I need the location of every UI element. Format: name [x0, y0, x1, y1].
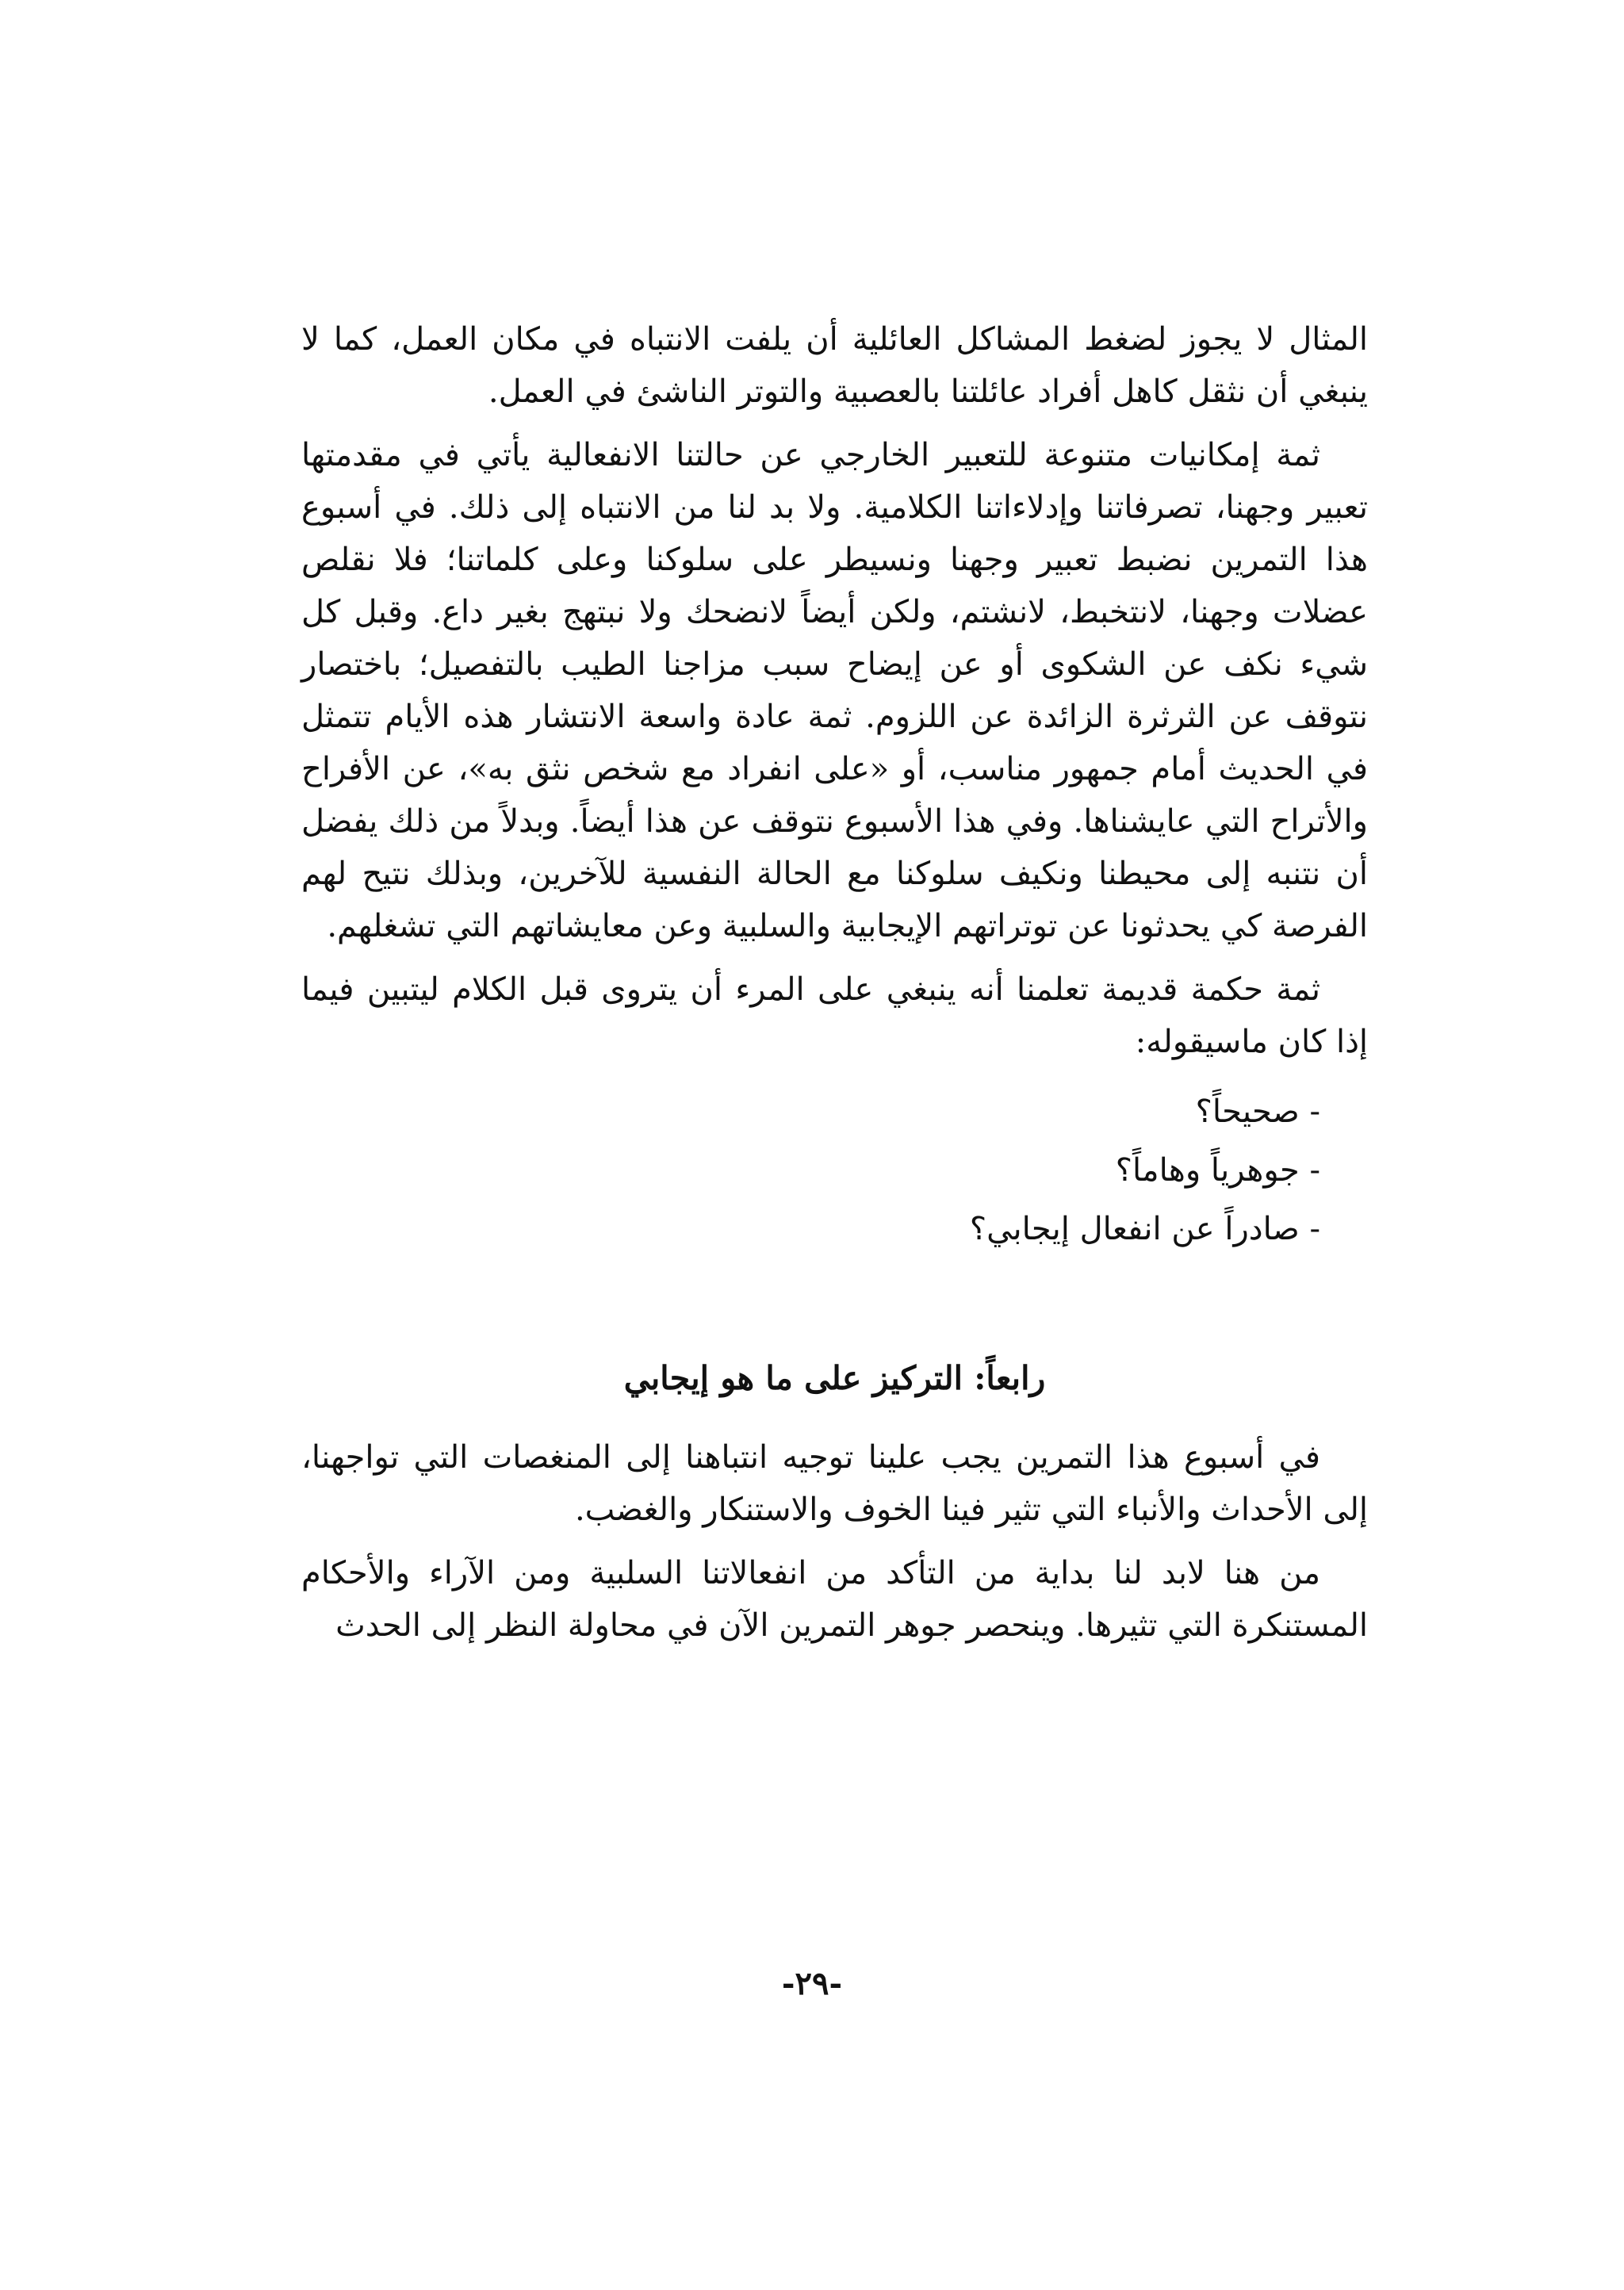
paragraph-expression: ثمة إمكانيات متنوعة للتعبير الخارجي عن حالتنا الانفعالية يأتي في مقدمتها تعبير وجهنا، تصرفاتنا وإدلاءاتنا الكلامية. ولا بد لنا من الانتباه إلى ذلك. في أسبوع هذا التمرين نضبط تعبير وجهنا ونسيطر على سلوكنا وعلى كلماتنا؛ فلا نقلص عضلات وجهنا، لانتخبط، لانشتم، ولكن أيضاً لانضحك ولا نبتهج بغير داع. وقبل كل شيء نكف عن الشكوى أو عن إيضاح سبب مزاجنا الطيب بالتفصيل؛ باختصار نتوقف عن الثرثرة الزائدة عن اللزوم. ثمة عادة واسعة الانتشار هذه الأيام تتمثل في الحديث أمام جمهور مناسب، أو «على انفراد مع شخص نثق به»، عن الأفراح والأتراح التي عايشناها. وفي هذا الأسبوع نتوقف عن هذا أيضاً. وبدلاً من ذلك يفضل أن نتنبه إلى محيطنا ونكيف سلوكنا مع الحالة النفسية للآخرين، وبذلك نتيح لهم الفرصة كي يحدثونا عن توتراتهم الإيجابية والسلبية وعن معايشاتهم التي تشغلهم.	[301, 437, 1369, 944]
page-number: -٢٩-	[781, 1965, 843, 2002]
section-heading: رابعاً: التركيز على ما هو إيجابي	[623, 1359, 1046, 1397]
paragraph-wisdom: ثمة حكمة قديمة تعلمنا أنه ينبغي على المرء أن يتروى قبل الكلام ليتبين فيما إذا كان ماسيقوله:	[301, 971, 1368, 1060]
paragraph-start: من هنا لابد لنا بداية من التأكد من انفعالاتنا السلبية ومن الآراء والأحكام المستنكرة التي تثيرها. وينحصر جوهر التمرين الآن في محاولة النظر إلى الحدث	[301, 1555, 1368, 1644]
question-list	[301, 1082, 1368, 1258]
list-item: - صحيحاً؟	[1195, 1093, 1320, 1130]
paragraph-focus: في أسبوع هذا التمرين يجب علينا توجيه انتباهنا إلى المنغصات التي تواجهنا، إلى الأحداث والأنباء التي تثير فينا الخوف والاستنكار والغضب.	[301, 1439, 1368, 1528]
list-item: - جوهرياً وهاماً؟	[1115, 1152, 1320, 1189]
list-item: - صادراً عن انفعال إيجابي؟	[969, 1211, 1320, 1247]
body-text	[301, 313, 1368, 1652]
paragraph-continuation: المثال لا يجوز لضغط المشاكل العائلية أن يلفت الانتباه في مكان العمل، كما لا ينبغي أن نثقل كاهل أفراد عائلتنا بالعصبية والتوتر الناشئ في العمل.	[301, 321, 1368, 410]
